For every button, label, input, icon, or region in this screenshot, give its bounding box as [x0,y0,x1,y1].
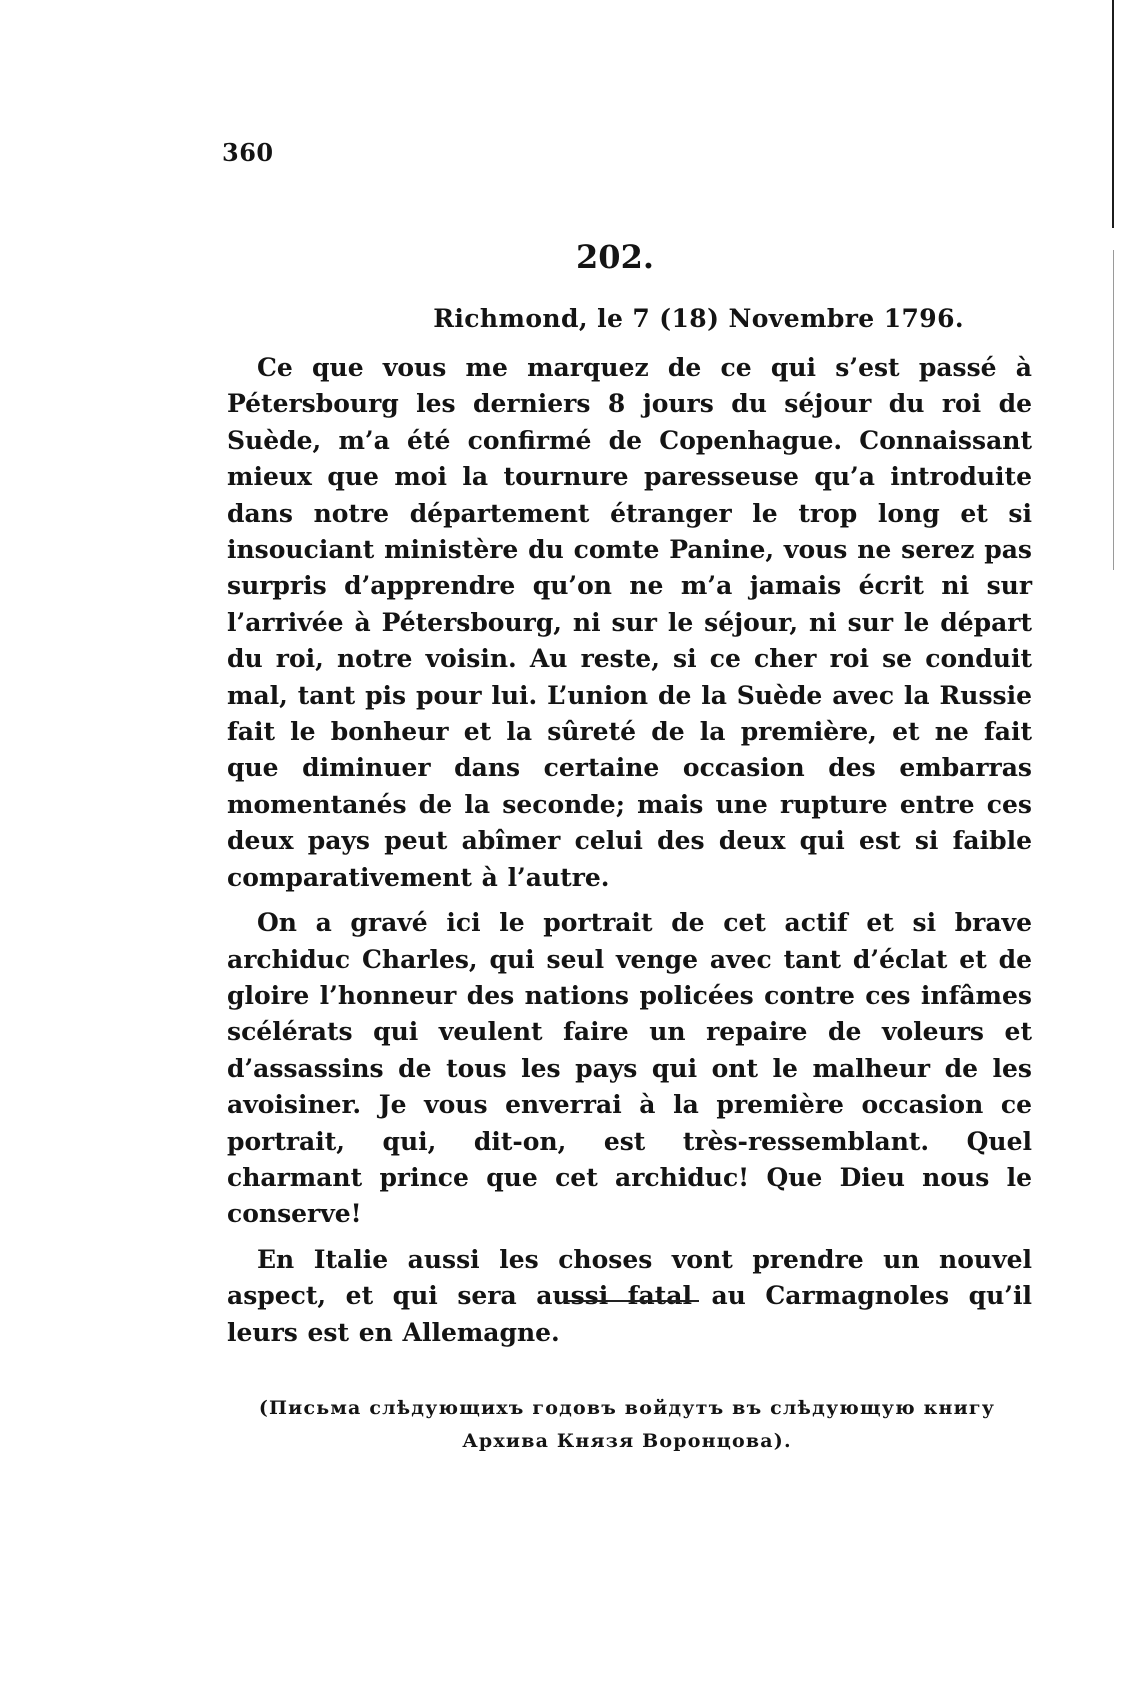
letter-paragraph-3: En Italie aussi les choses vont prendre un nouvel aspect, et qui sera aussi fatal au Carmagnoles qu’il leurs est en Allemagne. [227,1244,1032,1347]
letter-body [227,350,1032,1360]
scan-page-edge [1112,0,1114,228]
scan-page-edge-faint [1113,250,1114,570]
footnote: (Письма слѣдующихъ годовъ войдутъ въ слѣдующую книгу Архива Князя Воронцова). [258,1397,996,1452]
letter-paragraph-2: On a gravé ici le portrait de cet actif et si brave archiduc Charles, qui seul venge avec tant d’éclat et de gloire l’honneur des nations policées contre ces infâmes scélérats qui veulent faire un repaire de voleurs et d’assassins de tous les pays qui ont le malheur de les avoisiner. Je vous enverrai à la première occasion ce portrait, qui, dit-on, est très-ressemblant. Quel charmant prince que cet archiduc! Que Dieu nous le conserve! [227,908,1032,1229]
letter-dateline: Richmond, le 7 (18) Novembre 1796. [433,304,964,333]
section-divider [565,1300,699,1302]
letter-number: 202. [576,238,654,276]
page-number: 360 [222,138,274,167]
letter-paragraph-1: Ce que vous me marquez de ce qui s’est passé à Pétersbourg les derniers 8 jours du séjour du roi de Suède, m’a été confirmé de Copenhague. Connaissant mieux que moi la tournure paresseuse qu’a introduite dans notre département étranger le trop long et si insouciant ministère du comte Panine, vous ne serez pas surpris d’apprendre qu’on ne m’a jamais écrit ni sur l’arrivée à Pétersbourg, ni sur le séjour, ni sur le départ du roi, notre voisin. Au reste, si ce cher roi se conduit mal, tant pis pour lui. L’union de la Suède avec la Russie fait le bonheur et la sûreté de la première, et ne fait que diminuer dans certaine occasion des embarras momentanés de la seconde; mais une rupture entre ces deux pays peut abîmer celui des deux qui est si faible comparativement à l’autre. [227,353,1032,892]
